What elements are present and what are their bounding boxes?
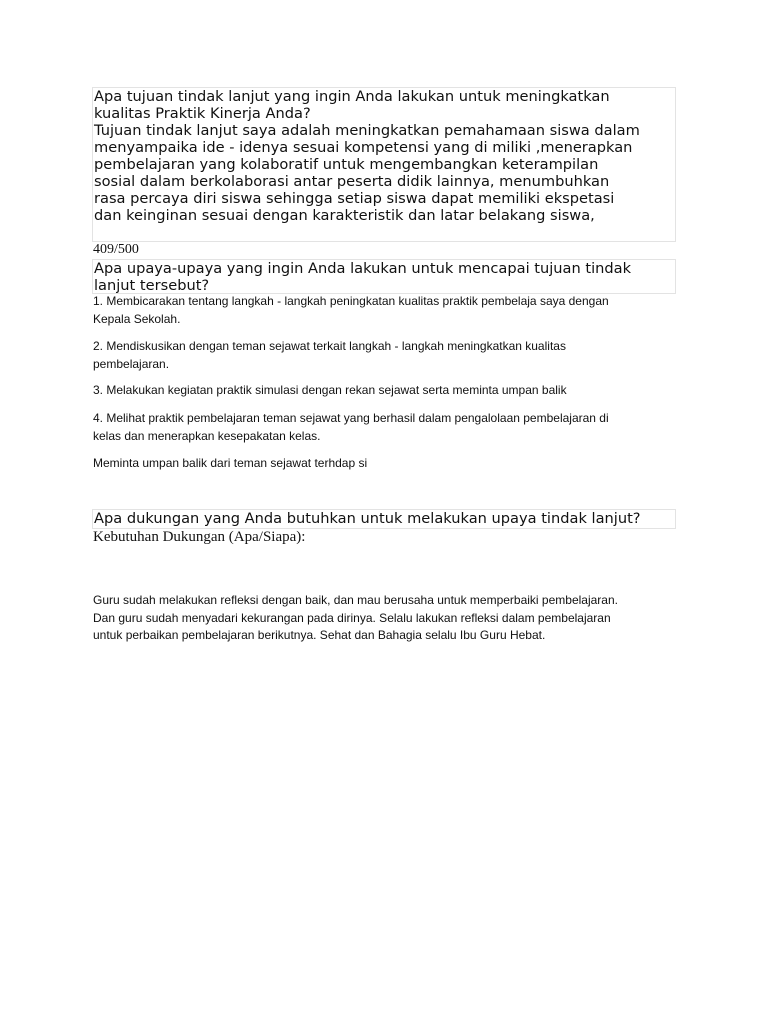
- step-item-line: kelas dan menerapkan kesepakatan kelas.: [93, 428, 321, 443]
- question1-answer-line: menyampaika ide - idenya sesuai kompetensi yang di miliki ,menerapkan: [94, 139, 633, 156]
- question1-title-line: kualitas Praktik Kinerja Anda?: [94, 105, 311, 122]
- step-item: [93, 293, 673, 328]
- feedback-note: [93, 455, 673, 473]
- support-needs-label: Kebutuhan Dukungan (Apa/Siapa):: [93, 529, 306, 545]
- step-item-line: pembelajaran.: [93, 356, 170, 371]
- goal-answer-textarea[interactable]: [92, 87, 676, 242]
- question1-title-line: Apa tujuan tindak lanjut yang ingin Anda lakukan untuk meningkatkan: [94, 88, 610, 105]
- step-item-line: Kepala Sekolah.: [93, 311, 181, 326]
- question1-answer-line: pembelajaran yang kolaboratif untuk mengembangkan keterampilan: [94, 156, 599, 173]
- character-counter: 409/500: [93, 242, 139, 257]
- question3-title: Apa dukungan yang Anda butuhkan untuk melakukan upaya tindak lanjut?: [94, 510, 641, 527]
- question2-title-line: lanjut tersebut?: [94, 277, 210, 294]
- question1-answer-line: sosial dalam berkolaborasi antar peserta didik lainnya, menumbuhkan: [94, 173, 610, 190]
- closing-line: untuk perbaikan pembelajaran berikutnya. Sehat dan Bahagia selalu Ibu Guru Hebat.: [93, 628, 546, 642]
- question3-title-box: [92, 509, 676, 529]
- question1-answer-line: rasa percaya diri siswa sehingga setiap siswa dapat memiliki ekspetasi: [94, 190, 615, 207]
- step-item-line: 1. Membicarakan tentang langkah - langkah peningkatan kualitas praktik pembelaja saya dengan: [93, 294, 609, 308]
- question2-title-box: [92, 259, 676, 294]
- step-item: [93, 338, 673, 373]
- step-item: [93, 382, 673, 400]
- step-item-line: 2. Mendiskusikan dengan teman sejawat terkait langkah - langkah meningkatkan kualitas: [93, 339, 566, 353]
- step-item: [93, 410, 673, 445]
- step-item-line: 3. Melakukan kegiatan praktik simulasi dengan rekan sejawat serta meminta umpan balik: [93, 383, 567, 397]
- closing-line: Guru sudah melakukan refleksi dengan baik, dan mau berusaha untuk memperbaiki pembelajaran.: [93, 593, 618, 607]
- feedback-note-text: Meminta umpan balik dari teman sejawat terhdap si: [93, 456, 368, 470]
- question1-answer-line: dan keinginan sesuai dengan karakteristik dan latar belakang siswa,: [94, 207, 595, 224]
- question1-answer-line: Tujuan tindak lanjut saya adalah meningkatkan pemahamaan siswa dalam: [94, 122, 640, 139]
- question2-title-line: Apa upaya-upaya yang ingin Anda lakukan untuk mencapai tujuan tindak: [94, 260, 632, 277]
- closing-line: Dan guru sudah menyadari kekurangan pada dirinya. Selalu lakukan refleksi dalam pembelajaran: [93, 610, 611, 625]
- step-item-line: 4. Melihat praktik pembelajaran teman sejawat yang berhasil dalam pengalolaan pembelajaran di: [93, 411, 609, 425]
- closing-paragraph: [93, 592, 673, 645]
